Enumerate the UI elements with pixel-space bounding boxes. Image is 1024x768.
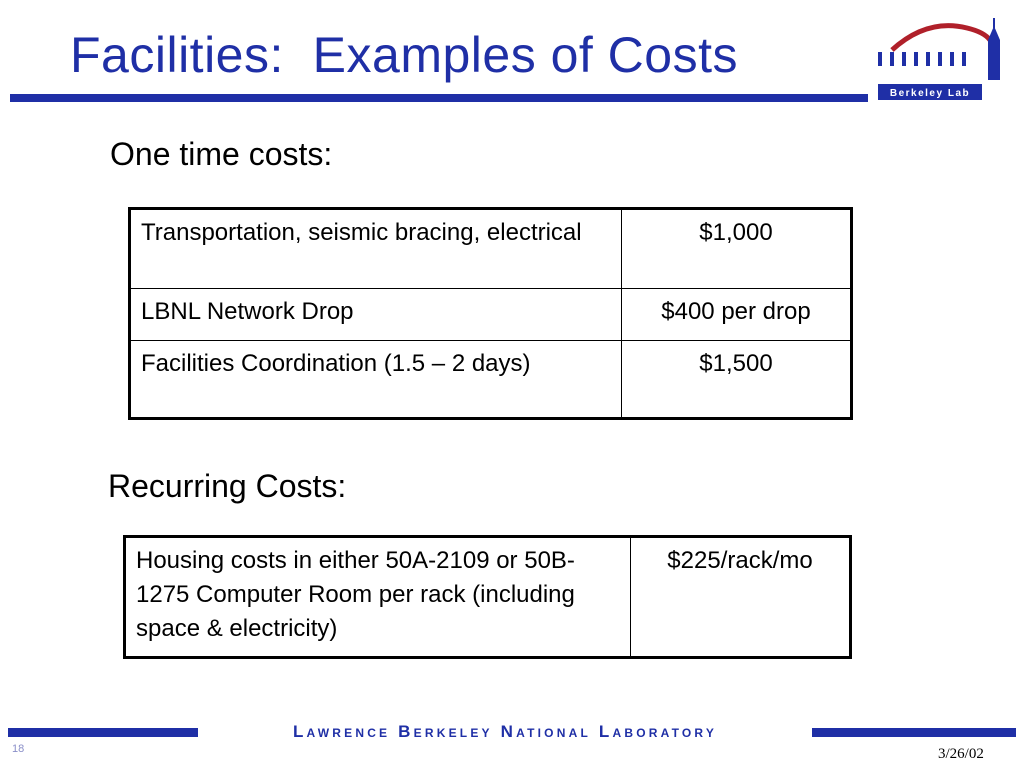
logo-colonnade-icon — [878, 52, 966, 66]
cost-item: LBNL Network Drop — [130, 289, 622, 341]
title-underline — [10, 94, 868, 102]
cost-item: Housing costs in either 50A-2109 or 50B-1275 Computer Room per rack (including space & electricity) — [125, 537, 631, 658]
slide-title: Facilities: Examples of Costs — [70, 27, 738, 83]
footer-rule-left — [8, 728, 198, 737]
page-number: 18 — [12, 743, 25, 755]
footer-lab-name: Lawrence Berkeley National Laboratory — [292, 722, 718, 741]
cost-item: Transportation, seismic bracing, electrical — [130, 209, 622, 289]
recurring-costs-table — [123, 535, 852, 659]
table-row — [125, 537, 851, 658]
cost-amount: $225/rack/mo — [631, 537, 851, 658]
logo-tower-icon — [988, 18, 1000, 80]
table-row — [130, 289, 852, 341]
cost-amount: $1,000 — [622, 209, 852, 289]
berkeley-lab-logo — [872, 10, 1020, 104]
footer-rule-right — [812, 728, 1016, 737]
cost-item: Facilities Coordination (1.5 – 2 days) — [130, 341, 622, 419]
cost-amount: $1,500 — [622, 341, 852, 419]
one-time-costs-label: One time costs: — [110, 136, 333, 172]
one-time-costs-table — [128, 207, 853, 420]
table-row — [130, 341, 852, 419]
slide-date: 3/26/02 — [938, 746, 984, 762]
logo-arc-icon — [892, 26, 990, 50]
logo-text: Berkeley Lab — [889, 88, 971, 99]
table-row — [130, 209, 852, 289]
recurring-costs-label: Recurring Costs: — [108, 468, 347, 504]
cost-amount: $400 per drop — [622, 289, 852, 341]
